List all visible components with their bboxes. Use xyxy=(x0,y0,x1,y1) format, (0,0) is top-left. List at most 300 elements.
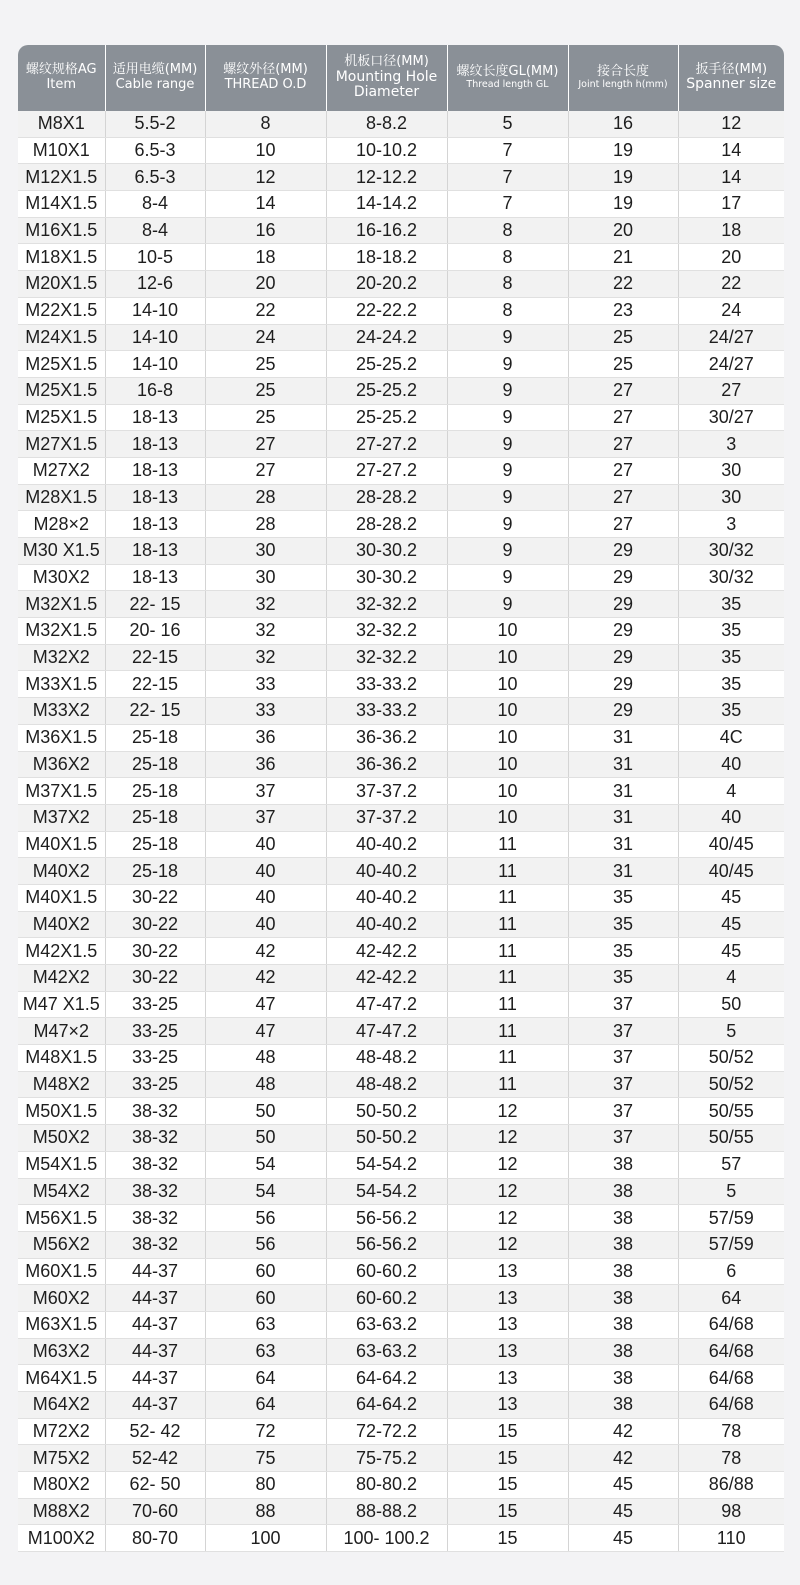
thread-length-cell: 9 xyxy=(447,324,568,351)
cable-range-cell: 30-22 xyxy=(105,911,205,938)
item-cell: M54X1.5 xyxy=(18,1151,105,1178)
thread-length-cell: 11 xyxy=(447,1045,568,1072)
table-row xyxy=(18,457,784,484)
table-row xyxy=(18,137,784,164)
thread-length-cell: 9 xyxy=(447,591,568,618)
cable-range-cell: 25-18 xyxy=(105,751,205,778)
item-cell: M48X1.5 xyxy=(18,1045,105,1072)
cable-range-cell: 44-37 xyxy=(105,1285,205,1312)
thread-length-cell: 12 xyxy=(447,1151,568,1178)
joint-length-cell: 38 xyxy=(568,1178,678,1205)
thread-length-cell: 12 xyxy=(447,1231,568,1258)
thread-length-cell: 13 xyxy=(447,1285,568,1312)
item-cell: M28×2 xyxy=(18,511,105,538)
table-row xyxy=(18,111,784,137)
thread-od-cell: 33 xyxy=(205,698,326,725)
thread-od-cell: 40 xyxy=(205,911,326,938)
item-cell: M42X1.5 xyxy=(18,938,105,965)
table-row xyxy=(18,751,784,778)
thread-length-cell: 11 xyxy=(447,831,568,858)
item-cell: M54X2 xyxy=(18,1178,105,1205)
header-joint-length xyxy=(568,45,678,111)
spanner-size-cell: 50/52 xyxy=(678,1045,784,1072)
item-cell: M18X1.5 xyxy=(18,244,105,271)
cable-range-cell: 14-10 xyxy=(105,351,205,378)
cable-range-cell: 14-10 xyxy=(105,324,205,351)
thread-length-cell: 11 xyxy=(447,965,568,992)
joint-length-cell: 31 xyxy=(568,778,678,805)
thread-length-cell: 7 xyxy=(447,137,568,164)
item-cell: M33X1.5 xyxy=(18,671,105,698)
table-row xyxy=(18,271,784,298)
spanner-size-cell: 3 xyxy=(678,431,784,458)
thread-length-cell: 10 xyxy=(447,698,568,725)
spanner-size-cell: 64/68 xyxy=(678,1365,784,1392)
table-row xyxy=(18,1258,784,1285)
table-row xyxy=(18,511,784,538)
item-cell: M12X1.5 xyxy=(18,164,105,191)
cable-range-cell: 22-15 xyxy=(105,671,205,698)
spanner-size-cell: 64/68 xyxy=(678,1392,784,1419)
joint-length-cell: 31 xyxy=(568,858,678,885)
cable-range-cell: 30-22 xyxy=(105,938,205,965)
thread-od-cell: 8 xyxy=(205,111,326,137)
spanner-size-cell: 50/52 xyxy=(678,1071,784,1098)
thread-od-cell: 16 xyxy=(205,217,326,244)
table-row xyxy=(18,1525,784,1552)
header-cable-range xyxy=(105,45,205,111)
spanner-size-cell: 40/45 xyxy=(678,831,784,858)
mounting-hole-cell: 40-40.2 xyxy=(326,911,447,938)
thread-length-cell: 9 xyxy=(447,511,568,538)
joint-length-cell: 38 xyxy=(568,1258,678,1285)
spanner-size-cell: 98 xyxy=(678,1498,784,1525)
spanner-size-cell: 5 xyxy=(678,1018,784,1045)
joint-length-cell: 19 xyxy=(568,137,678,164)
item-cell: M47 X1.5 xyxy=(18,991,105,1018)
spanner-size-cell: 78 xyxy=(678,1445,784,1472)
mounting-hole-cell: 72-72.2 xyxy=(326,1418,447,1445)
cable-range-cell: 44-37 xyxy=(105,1392,205,1419)
item-cell: M63X1.5 xyxy=(18,1311,105,1338)
cable-range-cell: 12-6 xyxy=(105,271,205,298)
table-row xyxy=(18,538,784,565)
thread-od-cell: 37 xyxy=(205,778,326,805)
joint-length-cell: 38 xyxy=(568,1231,678,1258)
header-thread-od-en: THREAD O.D xyxy=(224,77,307,92)
thread-length-cell: 11 xyxy=(447,858,568,885)
joint-length-cell: 29 xyxy=(568,564,678,591)
item-cell: M64X2 xyxy=(18,1392,105,1419)
item-cell: M88X2 xyxy=(18,1498,105,1525)
joint-length-cell: 37 xyxy=(568,1098,678,1125)
thread-od-cell: 54 xyxy=(205,1151,326,1178)
item-cell: M50X2 xyxy=(18,1125,105,1152)
thread-od-cell: 56 xyxy=(205,1205,326,1232)
thread-length-cell: 8 xyxy=(447,271,568,298)
mounting-hole-cell: 14-14.2 xyxy=(326,191,447,218)
joint-length-cell: 29 xyxy=(568,538,678,565)
joint-length-cell: 42 xyxy=(568,1445,678,1472)
cable-range-cell: 25-18 xyxy=(105,858,205,885)
joint-length-cell: 38 xyxy=(568,1311,678,1338)
table-header-row xyxy=(18,45,784,111)
thread-od-cell: 18 xyxy=(205,244,326,271)
mounting-hole-cell: 63-63.2 xyxy=(326,1311,447,1338)
spanner-size-cell: 24/27 xyxy=(678,351,784,378)
mounting-hole-cell: 40-40.2 xyxy=(326,831,447,858)
table-body xyxy=(18,111,784,1552)
header-joint-length-en: Joint length h(mm) xyxy=(578,78,668,90)
spanner-size-cell: 4 xyxy=(678,965,784,992)
mounting-hole-cell: 100- 100.2 xyxy=(326,1525,447,1552)
item-cell: M32X2 xyxy=(18,644,105,671)
mounting-hole-cell: 18-18.2 xyxy=(326,244,447,271)
item-cell: M27X2 xyxy=(18,457,105,484)
cable-range-cell: 18-13 xyxy=(105,404,205,431)
header-thread-length xyxy=(447,45,568,111)
thread-od-cell: 100 xyxy=(205,1525,326,1552)
mounting-hole-cell: 36-36.2 xyxy=(326,751,447,778)
mounting-hole-cell: 48-48.2 xyxy=(326,1071,447,1098)
header-mounting-hole-en: Mounting Hole Diameter xyxy=(335,68,438,101)
table-row xyxy=(18,1311,784,1338)
mounting-hole-cell: 60-60.2 xyxy=(326,1258,447,1285)
joint-length-cell: 37 xyxy=(568,1125,678,1152)
cable-range-cell: 38-32 xyxy=(105,1098,205,1125)
mounting-hole-cell: 42-42.2 xyxy=(326,938,447,965)
cable-range-cell: 38-32 xyxy=(105,1178,205,1205)
header-item-en: Item xyxy=(46,77,77,92)
thread-od-cell: 72 xyxy=(205,1418,326,1445)
item-cell: M72X2 xyxy=(18,1418,105,1445)
cable-range-cell: 22- 15 xyxy=(105,591,205,618)
cable-range-cell: 18-13 xyxy=(105,564,205,591)
joint-length-cell: 21 xyxy=(568,244,678,271)
cable-range-cell: 30-22 xyxy=(105,965,205,992)
cable-range-cell: 30-22 xyxy=(105,884,205,911)
spanner-size-cell: 4C xyxy=(678,724,784,751)
thread-od-cell: 40 xyxy=(205,831,326,858)
thread-od-cell: 63 xyxy=(205,1338,326,1365)
thread-od-cell: 36 xyxy=(205,751,326,778)
joint-length-cell: 27 xyxy=(568,431,678,458)
table-row xyxy=(18,217,784,244)
thread-length-cell: 9 xyxy=(447,457,568,484)
mounting-hole-cell: 48-48.2 xyxy=(326,1045,447,1072)
table-row xyxy=(18,991,784,1018)
header-spanner-size-cn: 扳手径(MM) xyxy=(695,61,768,77)
thread-od-cell: 22 xyxy=(205,297,326,324)
table-row xyxy=(18,351,784,378)
spanner-size-cell: 30/32 xyxy=(678,538,784,565)
item-cell: M40X2 xyxy=(18,858,105,885)
table-row xyxy=(18,431,784,458)
thread-length-cell: 9 xyxy=(447,377,568,404)
item-cell: M37X1.5 xyxy=(18,778,105,805)
thread-od-cell: 25 xyxy=(205,377,326,404)
joint-length-cell: 38 xyxy=(568,1392,678,1419)
joint-length-cell: 27 xyxy=(568,511,678,538)
cable-gland-spec-table xyxy=(18,45,784,1552)
table-row xyxy=(18,1018,784,1045)
cable-range-cell: 33-25 xyxy=(105,991,205,1018)
mounting-hole-cell: 60-60.2 xyxy=(326,1285,447,1312)
header-thread-length-cn: 螺纹长度GL(MM) xyxy=(456,64,559,80)
thread-od-cell: 63 xyxy=(205,1311,326,1338)
spanner-size-cell: 22 xyxy=(678,271,784,298)
thread-length-cell: 15 xyxy=(447,1445,568,1472)
spanner-size-cell: 64 xyxy=(678,1285,784,1312)
mounting-hole-cell: 8-8.2 xyxy=(326,111,447,137)
header-spanner-size-en: Spanner size xyxy=(686,76,777,93)
spanner-size-cell: 64/68 xyxy=(678,1338,784,1365)
thread-length-cell: 11 xyxy=(447,938,568,965)
item-cell: M48X2 xyxy=(18,1071,105,1098)
joint-length-cell: 23 xyxy=(568,297,678,324)
item-cell: M40X1.5 xyxy=(18,884,105,911)
spanner-size-cell: 40 xyxy=(678,751,784,778)
joint-length-cell: 20 xyxy=(568,217,678,244)
thread-od-cell: 36 xyxy=(205,724,326,751)
thread-od-cell: 32 xyxy=(205,618,326,645)
thread-od-cell: 25 xyxy=(205,404,326,431)
mounting-hole-cell: 16-16.2 xyxy=(326,217,447,244)
thread-length-cell: 9 xyxy=(447,351,568,378)
joint-length-cell: 45 xyxy=(568,1472,678,1499)
cable-range-cell: 20- 16 xyxy=(105,618,205,645)
thread-od-cell: 47 xyxy=(205,991,326,1018)
spanner-size-cell: 30 xyxy=(678,484,784,511)
cable-range-cell: 8-4 xyxy=(105,217,205,244)
thread-length-cell: 15 xyxy=(447,1418,568,1445)
table-row xyxy=(18,778,784,805)
thread-length-cell: 10 xyxy=(447,724,568,751)
thread-od-cell: 48 xyxy=(205,1045,326,1072)
thread-length-cell: 9 xyxy=(447,564,568,591)
table-row xyxy=(18,1178,784,1205)
joint-length-cell: 35 xyxy=(568,884,678,911)
item-cell: M8X1 xyxy=(18,111,105,137)
thread-length-cell: 12 xyxy=(447,1205,568,1232)
mounting-hole-cell: 54-54.2 xyxy=(326,1178,447,1205)
mounting-hole-cell: 56-56.2 xyxy=(326,1205,447,1232)
joint-length-cell: 42 xyxy=(568,1418,678,1445)
item-cell: M60X1.5 xyxy=(18,1258,105,1285)
thread-od-cell: 54 xyxy=(205,1178,326,1205)
thread-length-cell: 13 xyxy=(447,1392,568,1419)
item-cell: M40X2 xyxy=(18,911,105,938)
thread-od-cell: 42 xyxy=(205,965,326,992)
table-row xyxy=(18,911,784,938)
joint-length-cell: 31 xyxy=(568,831,678,858)
spanner-size-cell: 40 xyxy=(678,804,784,831)
spanner-size-cell: 50/55 xyxy=(678,1098,784,1125)
item-cell: M47×2 xyxy=(18,1018,105,1045)
spanner-size-cell: 57/59 xyxy=(678,1205,784,1232)
item-cell: M37X2 xyxy=(18,804,105,831)
spanner-size-cell: 3 xyxy=(678,511,784,538)
item-cell: M56X1.5 xyxy=(18,1205,105,1232)
mounting-hole-cell: 12-12.2 xyxy=(326,164,447,191)
thread-length-cell: 15 xyxy=(447,1525,568,1552)
thread-od-cell: 30 xyxy=(205,564,326,591)
joint-length-cell: 37 xyxy=(568,991,678,1018)
joint-length-cell: 29 xyxy=(568,591,678,618)
item-cell: M27X1.5 xyxy=(18,431,105,458)
mounting-hole-cell: 40-40.2 xyxy=(326,884,447,911)
thread-od-cell: 12 xyxy=(205,164,326,191)
item-cell: M56X2 xyxy=(18,1231,105,1258)
table-row xyxy=(18,1125,784,1152)
cable-range-cell: 25-18 xyxy=(105,724,205,751)
joint-length-cell: 25 xyxy=(568,351,678,378)
header-thread-length-en: Thread length GL xyxy=(466,78,549,90)
spanner-size-cell: 14 xyxy=(678,164,784,191)
thread-length-cell: 7 xyxy=(447,164,568,191)
spanner-size-cell: 30/32 xyxy=(678,564,784,591)
table-row xyxy=(18,404,784,431)
spanner-size-cell: 30/27 xyxy=(678,404,784,431)
mounting-hole-cell: 54-54.2 xyxy=(326,1151,447,1178)
thread-length-cell: 10 xyxy=(447,671,568,698)
table-row xyxy=(18,1205,784,1232)
table-row xyxy=(18,1418,784,1445)
joint-length-cell: 37 xyxy=(568,1045,678,1072)
mounting-hole-cell: 50-50.2 xyxy=(326,1125,447,1152)
header-mounting-hole xyxy=(326,45,447,111)
table-row xyxy=(18,884,784,911)
mounting-hole-cell: 24-24.2 xyxy=(326,324,447,351)
joint-length-cell: 45 xyxy=(568,1525,678,1552)
joint-length-cell: 45 xyxy=(568,1498,678,1525)
cable-range-cell: 25-18 xyxy=(105,831,205,858)
spanner-size-cell: 35 xyxy=(678,671,784,698)
mounting-hole-cell: 28-28.2 xyxy=(326,511,447,538)
cable-range-cell: 8-4 xyxy=(105,191,205,218)
cable-range-cell: 70-60 xyxy=(105,1498,205,1525)
thread-od-cell: 10 xyxy=(205,137,326,164)
table-row xyxy=(18,484,784,511)
joint-length-cell: 22 xyxy=(568,271,678,298)
mounting-hole-cell: 47-47.2 xyxy=(326,991,447,1018)
cable-range-cell: 22- 15 xyxy=(105,698,205,725)
cable-range-cell: 14-10 xyxy=(105,297,205,324)
thread-od-cell: 28 xyxy=(205,511,326,538)
item-cell: M42X2 xyxy=(18,965,105,992)
joint-length-cell: 37 xyxy=(568,1018,678,1045)
mounting-hole-cell: 27-27.2 xyxy=(326,431,447,458)
spanner-size-cell: 35 xyxy=(678,698,784,725)
item-cell: M20X1.5 xyxy=(18,271,105,298)
table-row xyxy=(18,164,784,191)
cable-range-cell: 44-37 xyxy=(105,1258,205,1285)
cable-range-cell: 6.5-3 xyxy=(105,164,205,191)
mounting-hole-cell: 32-32.2 xyxy=(326,591,447,618)
item-cell: M30 X1.5 xyxy=(18,538,105,565)
thread-od-cell: 50 xyxy=(205,1098,326,1125)
item-cell: M33X2 xyxy=(18,698,105,725)
mounting-hole-cell: 28-28.2 xyxy=(326,484,447,511)
mounting-hole-cell: 25-25.2 xyxy=(326,377,447,404)
header-joint-length-cn: 接合长度 xyxy=(596,64,649,80)
joint-length-cell: 38 xyxy=(568,1205,678,1232)
item-cell: M36X2 xyxy=(18,751,105,778)
joint-length-cell: 38 xyxy=(568,1151,678,1178)
spanner-size-cell: 4 xyxy=(678,778,784,805)
thread-od-cell: 14 xyxy=(205,191,326,218)
thread-length-cell: 9 xyxy=(447,404,568,431)
joint-length-cell: 27 xyxy=(568,377,678,404)
spanner-size-cell: 14 xyxy=(678,137,784,164)
thread-length-cell: 7 xyxy=(447,191,568,218)
item-cell: M75X2 xyxy=(18,1445,105,1472)
header-cable-range-en: Cable range xyxy=(115,77,195,92)
mounting-hole-cell: 50-50.2 xyxy=(326,1098,447,1125)
thread-length-cell: 9 xyxy=(447,484,568,511)
spanner-size-cell: 45 xyxy=(678,884,784,911)
joint-length-cell: 29 xyxy=(568,618,678,645)
thread-od-cell: 42 xyxy=(205,938,326,965)
thread-length-cell: 8 xyxy=(447,297,568,324)
item-cell: M28X1.5 xyxy=(18,484,105,511)
spanner-size-cell: 24/27 xyxy=(678,324,784,351)
item-cell: M25X1.5 xyxy=(18,377,105,404)
header-cable-range-cn: 适用电缆(MM) xyxy=(112,62,198,78)
table-row xyxy=(18,1285,784,1312)
item-cell: M30X2 xyxy=(18,564,105,591)
spanner-size-cell: 12 xyxy=(678,111,784,137)
cable-range-cell: 18-13 xyxy=(105,538,205,565)
table-row xyxy=(18,1098,784,1125)
cable-range-cell: 44-37 xyxy=(105,1338,205,1365)
spanner-size-cell: 24 xyxy=(678,297,784,324)
cable-range-cell: 18-13 xyxy=(105,431,205,458)
header-mounting-hole-cn: 机板口径(MM) xyxy=(344,54,429,70)
spanner-size-cell: 50 xyxy=(678,991,784,1018)
header-item xyxy=(18,45,105,111)
mounting-hole-cell: 56-56.2 xyxy=(326,1231,447,1258)
thread-od-cell: 27 xyxy=(205,431,326,458)
thread-length-cell: 11 xyxy=(447,991,568,1018)
cable-range-cell: 18-13 xyxy=(105,484,205,511)
item-cell: M60X2 xyxy=(18,1285,105,1312)
spec-table-card xyxy=(18,45,784,1552)
table-row xyxy=(18,1231,784,1258)
cable-range-cell: 25-18 xyxy=(105,804,205,831)
thread-od-cell: 40 xyxy=(205,858,326,885)
table-row xyxy=(18,191,784,218)
thread-length-cell: 10 xyxy=(447,804,568,831)
joint-length-cell: 19 xyxy=(568,164,678,191)
mounting-hole-cell: 64-64.2 xyxy=(326,1392,447,1419)
cable-range-cell: 18-13 xyxy=(105,457,205,484)
mounting-hole-cell: 33-33.2 xyxy=(326,698,447,725)
thread-length-cell: 10 xyxy=(447,644,568,671)
spanner-size-cell: 35 xyxy=(678,644,784,671)
thread-length-cell: 11 xyxy=(447,884,568,911)
spanner-size-cell: 50/55 xyxy=(678,1125,784,1152)
joint-length-cell: 35 xyxy=(568,911,678,938)
mounting-hole-cell: 64-64.2 xyxy=(326,1365,447,1392)
mounting-hole-cell: 20-20.2 xyxy=(326,271,447,298)
mounting-hole-cell: 25-25.2 xyxy=(326,404,447,431)
thread-od-cell: 37 xyxy=(205,804,326,831)
thread-od-cell: 64 xyxy=(205,1392,326,1419)
table-row xyxy=(18,618,784,645)
cable-range-cell: 5.5-2 xyxy=(105,111,205,137)
joint-length-cell: 38 xyxy=(568,1285,678,1312)
